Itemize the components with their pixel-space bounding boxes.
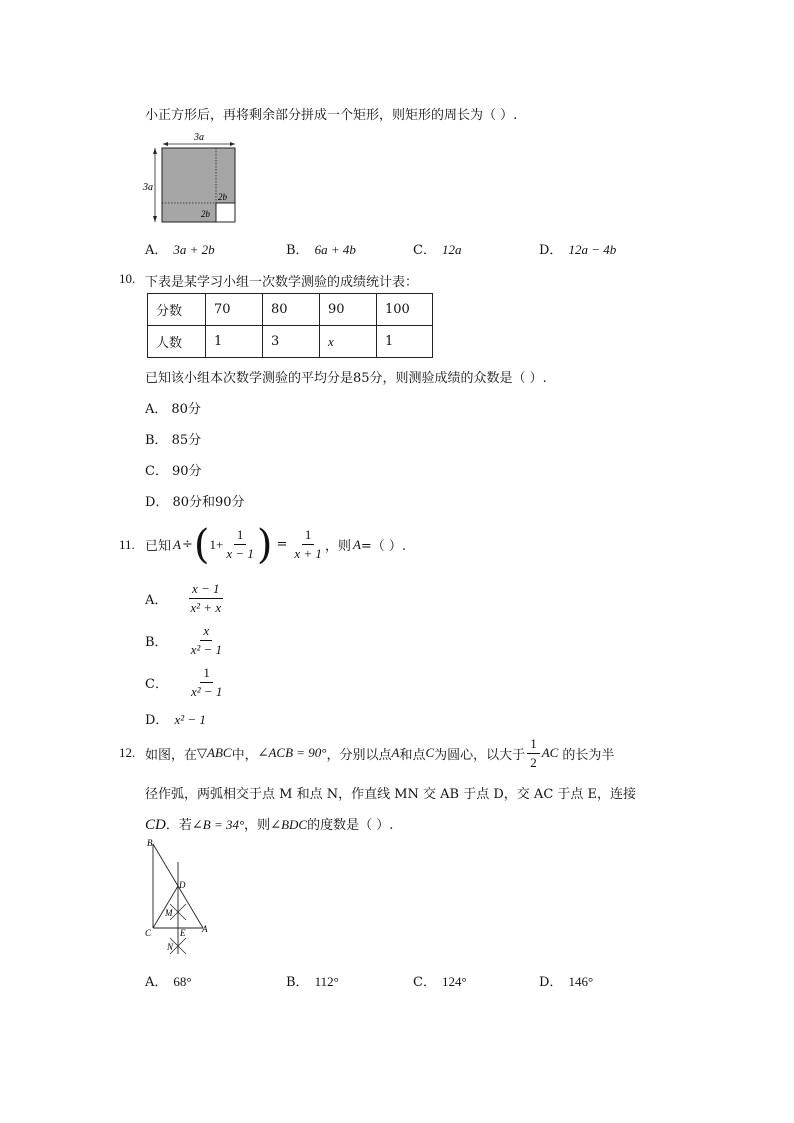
table-cell: 90	[320, 294, 377, 326]
q9-stem-tail: 小正方形后，再将剩余部分拼成一个矩形，则矩形的周长为（ ）.	[145, 108, 518, 123]
q12-option-b[interactable]: B． 112°	[286, 974, 339, 990]
q11-stem: 已知 A ÷ ( 1+ $\frac{1}{x - 1}$ ) = $\frac{1}{x + 1}$ ，则 A =（ ）.	[145, 521, 407, 568]
q11-option-a[interactable]: A． $\frac{x - 1}{\text{x² + x}}$	[145, 580, 222, 615]
table-cell: 1	[377, 326, 433, 358]
table-cell: x	[320, 326, 377, 358]
table-cell: 3	[263, 326, 320, 358]
q10-option-c[interactable]: C． 90分	[145, 464, 202, 479]
q10-option-b[interactable]: B． 85分	[145, 433, 202, 448]
table-cell: 100	[377, 294, 433, 326]
q11-option-d[interactable]: D． x² − 1	[145, 712, 206, 728]
q9-square-figure	[140, 128, 250, 228]
table-cell: 80	[263, 294, 320, 326]
table-cell: 人数	[148, 326, 206, 358]
q12-option-a[interactable]: A． 68°	[145, 974, 192, 990]
q12-option-d[interactable]: D． 146°	[539, 974, 594, 990]
q12-number: 12.	[119, 745, 136, 760]
q9-option-b[interactable]: B． 6a + 4b	[286, 242, 356, 258]
table-row	[148, 326, 433, 358]
q9-option-a[interactable]: A． 3a + 2b	[145, 242, 215, 258]
q9-label-inner-bottom: 2b	[201, 209, 210, 219]
svg-text:B: B	[147, 838, 153, 848]
svg-text:E: E	[180, 928, 186, 938]
svg-text:M: M	[165, 908, 173, 918]
svg-text:C: C	[145, 928, 152, 938]
q9-option-c[interactable]: C． 12a	[413, 242, 462, 258]
q12-line1: 如图，在 ▽ABC 中， ∠ACB = 90° ，分别以点 A 和点 C 为圆心，以大于 $\frac{1}{2}$ AC 的长为半	[145, 735, 615, 770]
q11-option-b[interactable]: B． $\frac{x}{\text{x² − 1}}$	[145, 622, 223, 657]
q12-triangle-figure	[140, 836, 220, 960]
q12-line2: 径作弧，两弧相交于点 M 和点 N，作直线 MN 交 AB 于点 D，交 AC 于点 E，连接	[145, 787, 637, 802]
q12-line3: CD．若∠B = 34°，则∠BDC的度数是（ ）.	[145, 817, 394, 833]
q10-score-table	[147, 293, 433, 358]
q11-option-c[interactable]: C． $\frac{1}{\text{x² − 1}}$	[145, 664, 223, 699]
q12-option-c[interactable]: C． 124°	[413, 974, 467, 990]
q10-number: 10.	[119, 271, 136, 286]
q9-label-inner-right: 2b	[218, 192, 227, 202]
q11-number: 11.	[119, 537, 135, 552]
q10-option-d[interactable]: D． 80分和90分	[145, 495, 245, 510]
table-cell: 70	[206, 294, 263, 326]
table-row	[148, 294, 433, 326]
q9-option-d[interactable]: D． 12a − 4b	[539, 242, 617, 258]
q9-label-left: 3a	[143, 182, 153, 193]
q9-label-top: 3a	[194, 132, 204, 143]
q10-stem2: 已知该小组本次数学测验的平均分是85分，则测验成绩的众数是（ ）.	[145, 371, 547, 386]
table-cell: 1	[206, 326, 263, 358]
svg-text:D: D	[179, 880, 186, 890]
svg-text:A: A	[202, 924, 208, 934]
q10-stem: 下表是某学习小组一次数学测验的成绩统计表：	[145, 275, 419, 290]
svg-text:N: N	[167, 942, 174, 952]
table-cell: 分数	[148, 294, 206, 326]
q10-option-a[interactable]: A． 80分	[145, 402, 201, 417]
